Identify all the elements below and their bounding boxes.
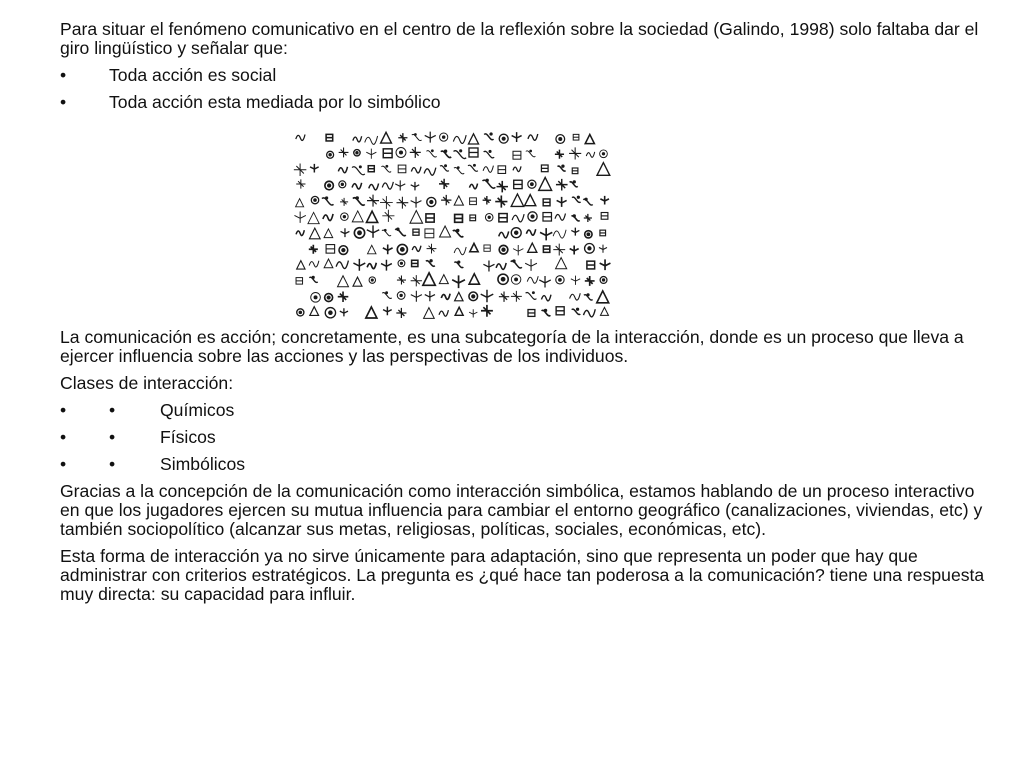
- bullet-marker: •: [60, 400, 67, 420]
- bullet-marker: •: [109, 400, 116, 420]
- list-item: [60, 401, 990, 420]
- list-item: [60, 428, 990, 447]
- list-item-text: Toda acción esta mediada por lo simbólico: [109, 92, 441, 112]
- list-item: [60, 66, 990, 85]
- bullet-marker: •: [60, 92, 67, 112]
- slide-body: [60, 20, 990, 604]
- list-item-text: Físicos: [160, 427, 216, 447]
- definition-paragraph: La comunicación es acción; concretamente, es una subcategoría de la interacción, donde es un proceso que lleva a ejercer influencia sobre las acciones y las perspectivas de los individuos.: [60, 327, 964, 366]
- esta-paragraph: Esta forma de interacción ya no sirve únicamente para adaptación, sino que representa un poder que hay que administrar con criterios estratégicos. La pregunta es ¿qué hace tan poderosa a la comunicación? tiene una respuesta muy directa: su capacidad para influir.: [60, 546, 985, 604]
- list-item-text: Toda acción es social: [109, 65, 277, 85]
- symbols-collage-icon: [293, 130, 611, 320]
- list-item: [60, 455, 990, 474]
- list-item-text: Simbólicos: [160, 454, 246, 474]
- symbols-image: [293, 130, 611, 320]
- bullet-marker: •: [60, 427, 67, 447]
- list-item-text: Químicos: [160, 400, 235, 420]
- list-item: [60, 93, 990, 112]
- classes-title: Clases de interacción:: [60, 373, 234, 393]
- bullet-marker: •: [60, 454, 67, 474]
- gracias-paragraph: Gracias a la concepción de la comunicación como interacción simbólica, estamos hablando de un proceso interactivo en que los jugadores ejercen su mutua influencia para cambiar el entorno geográfico (canalizaciones, viviendas, etc) y también sociopolítico (alcanzar sus metas, religiosas, políticas, sociales, económicas, etc).: [60, 481, 983, 539]
- bullet-marker: •: [60, 65, 67, 85]
- bullet-marker: •: [109, 454, 116, 474]
- intro-paragraph: Para situar el fenómeno comunicativo en el centro de la reflexión sobre la sociedad (Galindo, 1998) solo faltaba dar el giro lingüístico y señalar que:: [60, 19, 979, 58]
- bullet-marker: •: [109, 427, 116, 447]
